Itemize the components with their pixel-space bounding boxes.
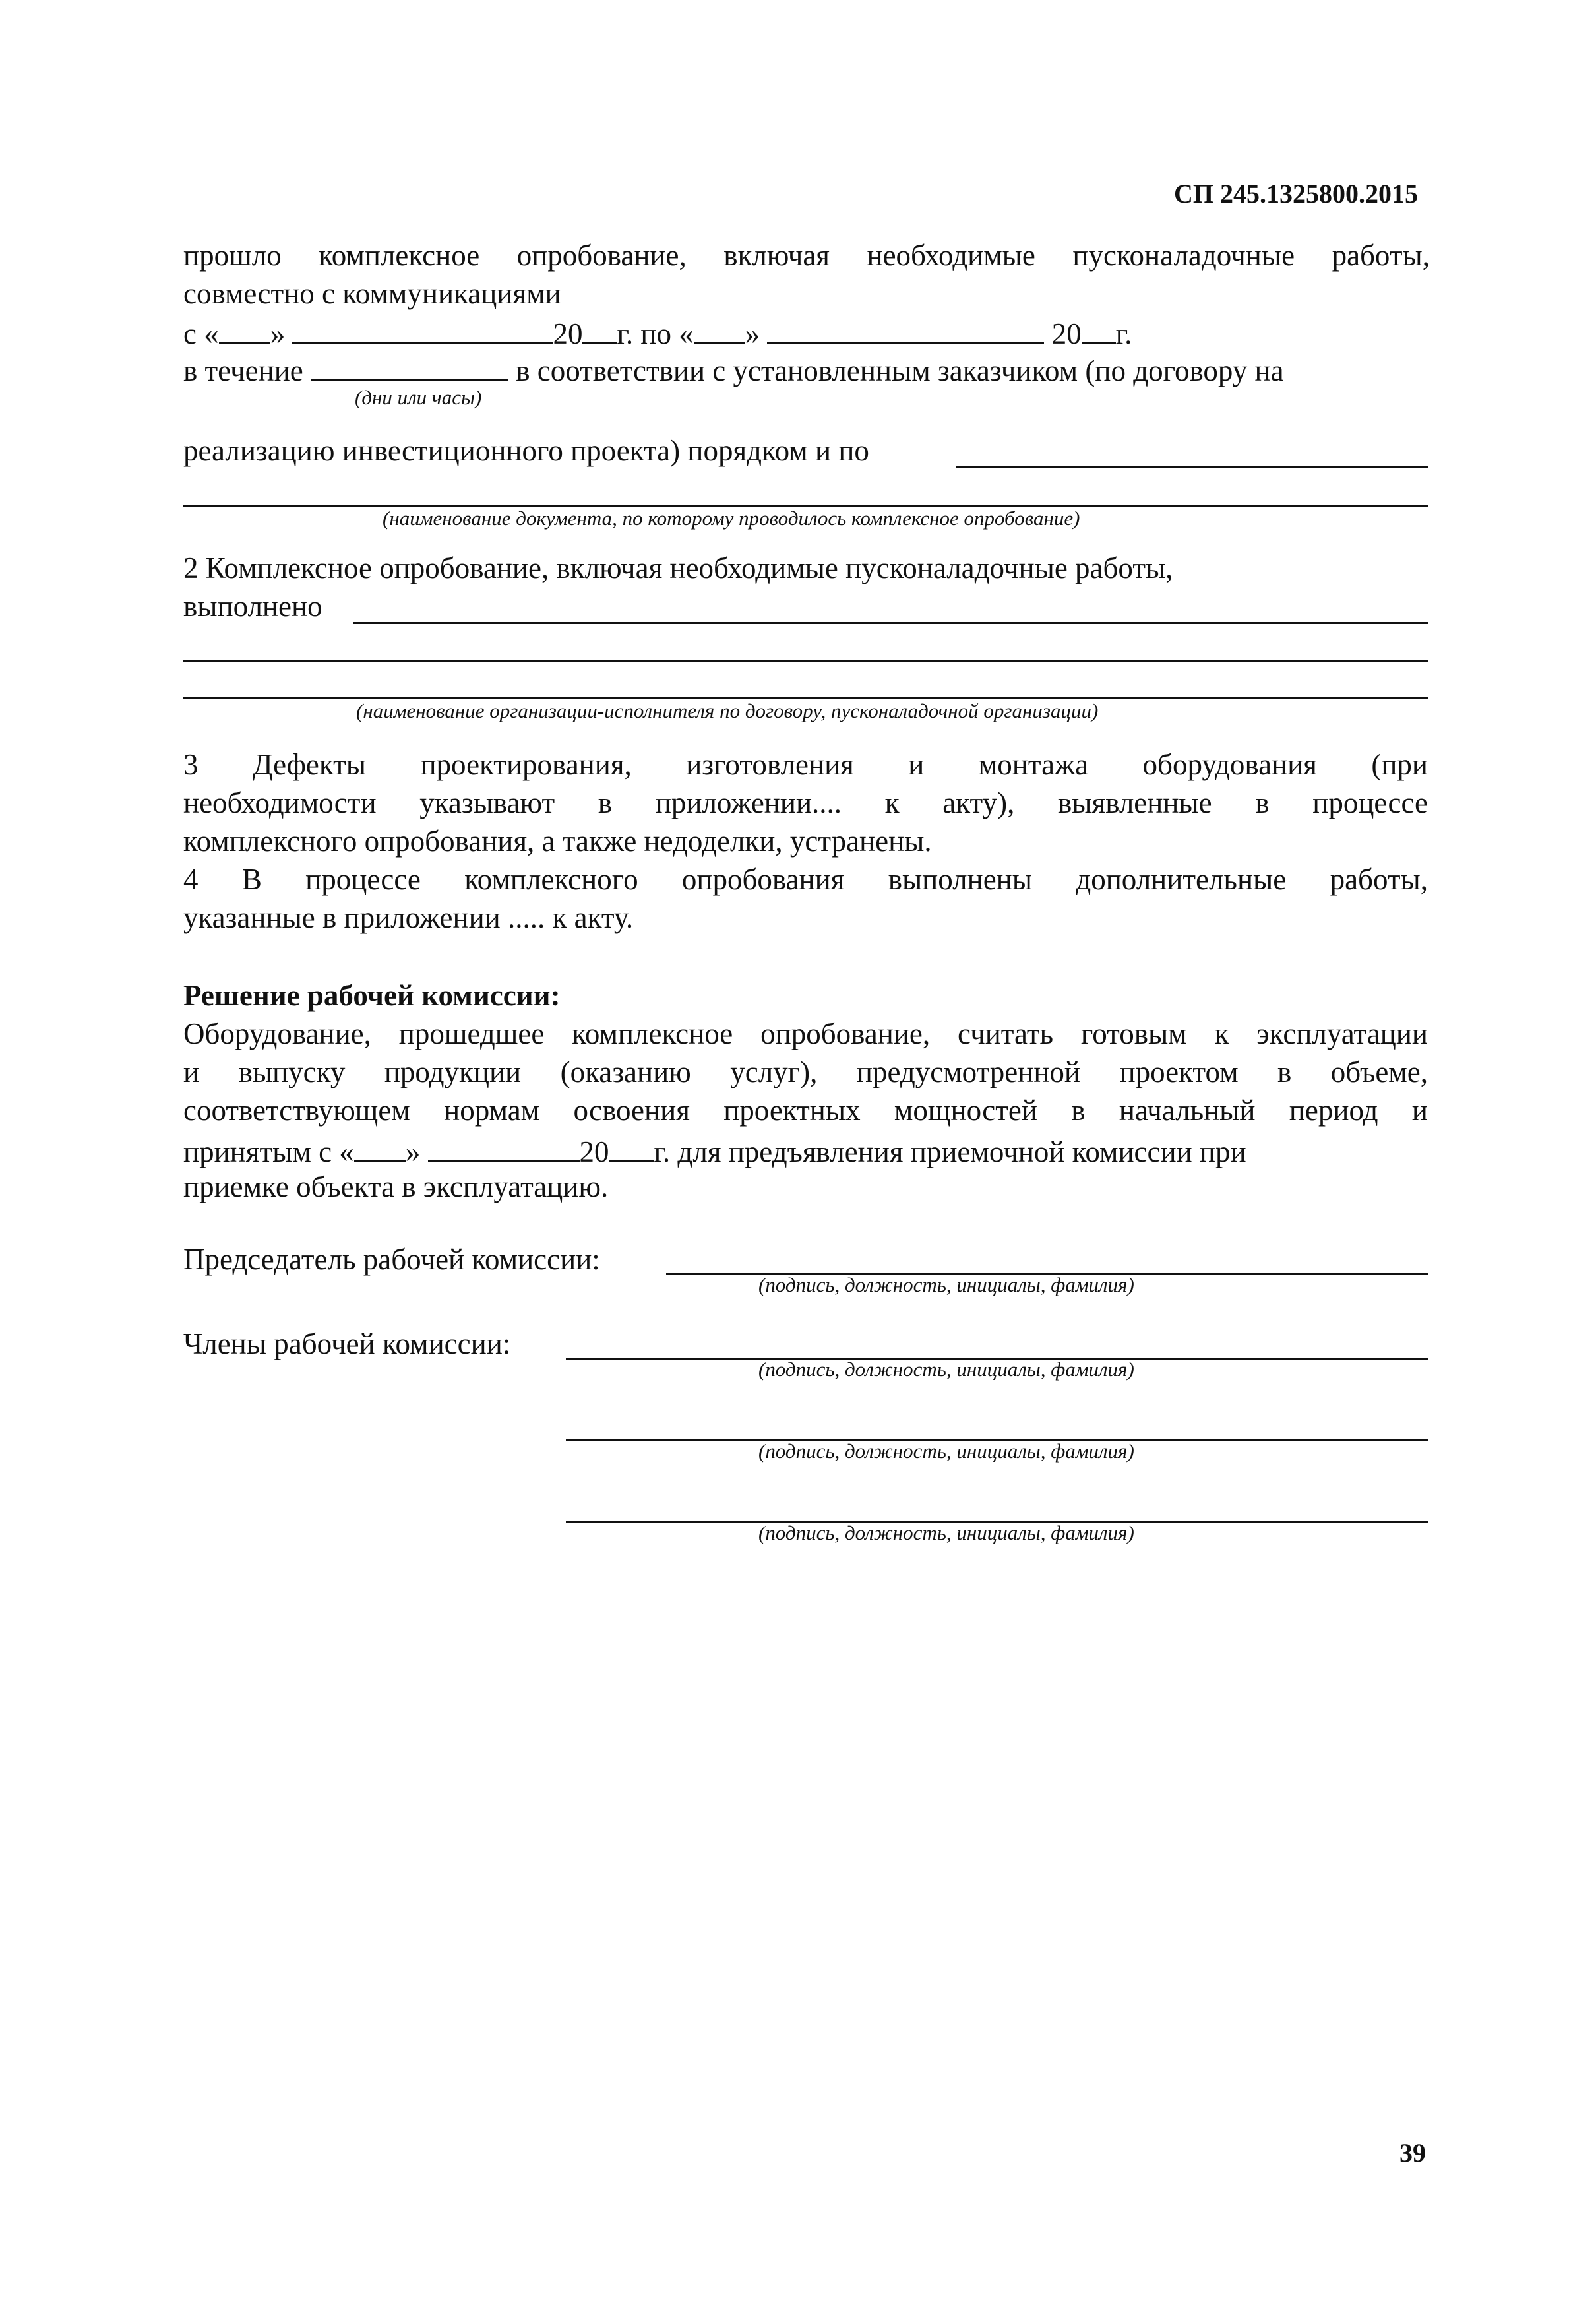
during-rest: в соответствии с установленным заказчиком (по договору на <box>516 354 1284 387</box>
item4-line-2: указанные в приложении ..... к акту. <box>183 901 634 934</box>
item3-line-2: необходимости указывают в приложении.... к акту), выявленные в процессе <box>183 786 1428 819</box>
item2-line-2: выполнено <box>183 590 322 623</box>
date-from-prefix: с « <box>183 317 219 350</box>
during-label: в течение <box>183 354 303 387</box>
item2-line-1: 2 Комплексное опробование, включая необходимые пусконаладочные работы, <box>183 551 1173 584</box>
doc-code: СП 245.1325800.2015 <box>1174 179 1418 208</box>
decision-year-blank <box>609 1129 654 1162</box>
item2-caption: (наименование организации-исполнителя по договору, пусконаладочной организации) <box>356 699 1099 722</box>
during-line <box>183 348 1284 390</box>
date-to-year-prefix: 20 <box>1051 317 1082 350</box>
doc-name-caption: (наименование документа, по которому проводилось комплексное опробование) <box>383 507 1080 530</box>
intro-line-2: совместно с коммуникациями <box>183 277 561 310</box>
member-3-signature-caption: (подпись, должность, инициалы, фамилия) <box>758 1521 1134 1544</box>
decision-line-2: и выпуску продукции (оказанию услуг), предусмотренной проектом в объеме, <box>183 1055 1428 1088</box>
realization-blank <box>956 466 1428 468</box>
item4-line-1: 4 В процессе комплексного опробования выполнены дополнительные работы, <box>183 863 1428 896</box>
decision-date-prefix: принятым с « <box>183 1135 354 1168</box>
decision-title: Решение рабочей комиссии: <box>183 979 561 1012</box>
realization-text: реализацию инвестиционного проекта) порядком и по <box>183 434 869 467</box>
date-from-quote: » <box>270 317 286 350</box>
member-2-signature-caption: (подпись, должность, инициалы, фамилия) <box>758 1439 1134 1463</box>
during-blank <box>311 348 508 381</box>
date-to-month-blank <box>767 311 1044 344</box>
decision-line-4 <box>183 1129 1246 1171</box>
chairman-label: Председатель рабочей комиссии: <box>183 1243 600 1276</box>
decision-line-1: Оборудование, прошедшее комплексное опробование, считать готовым к эксплуатации <box>183 1017 1428 1050</box>
date-from-month-blank <box>292 311 553 344</box>
decision-day-blank <box>354 1129 406 1162</box>
decision-line-5: приемке объекта в эксплуатацию. <box>183 1170 609 1203</box>
decision-date-quote: » <box>405 1135 421 1168</box>
item3-line-1: 3 Дефекты проектирования, изготовления и монтажа оборудования (при <box>183 748 1428 781</box>
date-to-year-blank <box>1082 311 1116 344</box>
members-label: Члены рабочей комиссии: <box>183 1327 511 1360</box>
date-to-suffix: г. <box>1115 317 1132 350</box>
date-from-year-blank <box>582 311 617 344</box>
date-to-day-blank <box>694 311 745 344</box>
date-from-day-blank <box>219 311 270 344</box>
date-range-line <box>183 311 1132 353</box>
date-to-prefix: г. по « <box>617 317 694 350</box>
item2-blank-2 <box>183 660 1428 662</box>
decision-line-4-rest: г. для предъявления приемочной комиссии при <box>654 1135 1246 1168</box>
date-to-quote: » <box>745 317 760 350</box>
intro-line-1: прошло комплексное опробование, включая необходимые пусконаладочные работы, <box>183 239 1430 272</box>
decision-line-3: соответствующем нормам освоения проектных мощностей в начальный период и <box>183 1094 1428 1127</box>
item2-blank-1 <box>353 622 1428 624</box>
item3-line-3: комплексного опробования, а также недоделки, устранены. <box>183 825 932 858</box>
during-caption: (дни или часы) <box>355 386 482 409</box>
date-from-year-prefix: 20 <box>553 317 583 350</box>
member-1-signature-caption: (подпись, должность, инициалы, фамилия) <box>758 1358 1134 1381</box>
decision-year-prefix: 20 <box>579 1135 609 1168</box>
page-number: 39 <box>1399 2138 1426 2168</box>
chairman-signature-caption: (подпись, должность, инициалы, фамилия) <box>758 1273 1134 1296</box>
decision-month-blank <box>428 1129 580 1162</box>
